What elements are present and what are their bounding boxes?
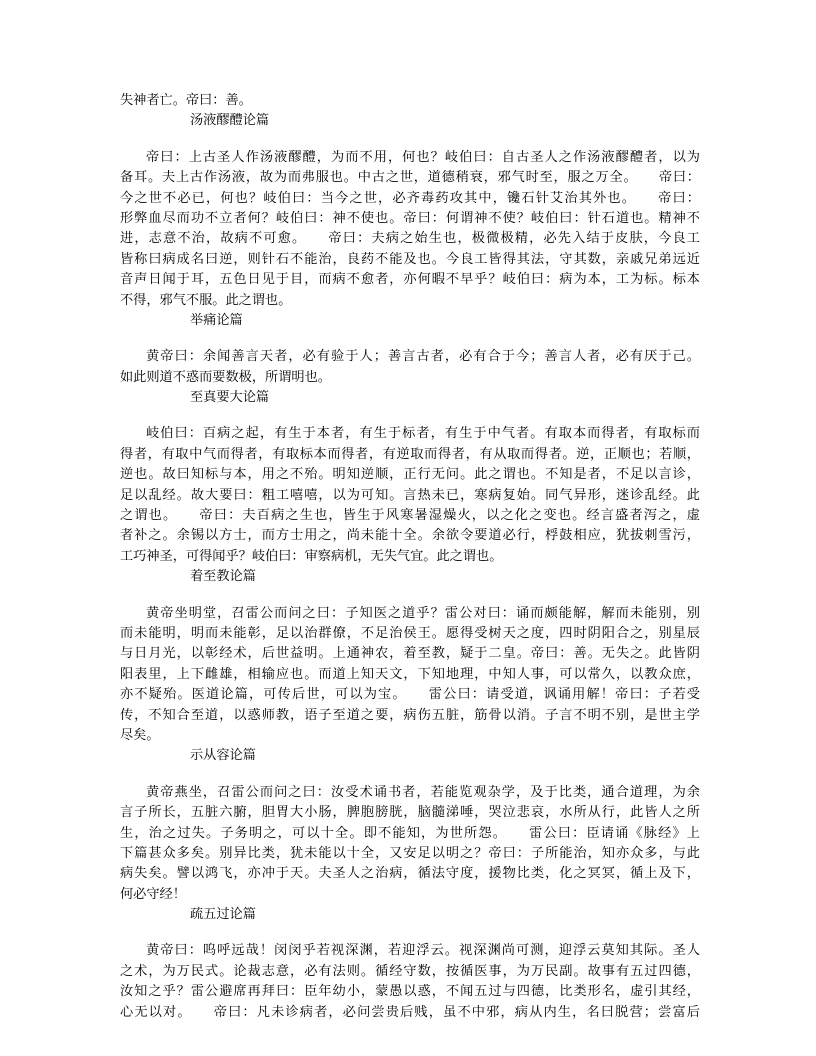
paragraph-line: 言子所长，五脏六腑，胆胃大小肠，脾胞膀胱，脑髓涕唾，哭泣悲哀，水所从行，此皆人之所 bbox=[120, 805, 700, 821]
section-title: 至真要大论篇 bbox=[190, 390, 270, 406]
paragraph-line: 进，志意不治，故病不可愈。 帝曰：夫病之始生也，极微极精，必先入结于皮肤，今良工 bbox=[120, 231, 700, 247]
paragraph-line: 汝知之乎？雷公避席再拜曰：臣年幼小，蒙愚以惑，不闻五过与四德，比类形名，虚引其经， bbox=[120, 984, 700, 1000]
paragraph-line: 如此则道不惑而要数极，所谓明也。 bbox=[120, 369, 331, 385]
section-title: 示从容论篇 bbox=[190, 748, 256, 764]
paragraph-line: 黄帝燕坐，召雷公而问之曰：汝受术诵书者，若能览观杂学，及于比类，通合道理，为余 bbox=[146, 784, 700, 800]
paragraph-line: 黄帝坐明堂，召雷公而问之曰：子知医之道乎？雷公对曰：诵而颇能解，解而未能别，别 bbox=[146, 605, 700, 621]
section-title: 举痛论篇 bbox=[190, 312, 243, 328]
paragraph-line: 生，治之过失。子务明之，可以十全。即不能知，为世所怨。 雷公曰：臣请诵《脉经》上 bbox=[120, 825, 700, 841]
section-title: 疏五过论篇 bbox=[190, 907, 256, 923]
paragraph-line: 音声日闻于耳，五色日见于目，而病不愈者，亦何暇不早乎？岐伯曰：病为本，工为标。标本 bbox=[120, 272, 700, 288]
section-title: 着至教论篇 bbox=[190, 569, 256, 585]
paragraph-line: 何必守经！ bbox=[120, 886, 186, 902]
paragraph-line: 备耳。夫上古作汤液，故为而弗服也。中古之世，道德稍衰，邪气时至，服之万全。 帝曰： bbox=[120, 170, 700, 186]
paragraph-line: 得者，有取中气而得者，有取标本而得者，有逆取而得者，有从取而得者。逆，正顺也；若顺， bbox=[120, 446, 700, 462]
paragraph-line: 不得，邪气不服。此之谓也。 bbox=[120, 292, 292, 308]
paragraph-line: 工巧神圣，可得闻乎？岐伯曰：审察病机，无失气宜。此之谓也。 bbox=[120, 548, 503, 564]
paragraph-line: 之谓也。 帝曰：夫百病之生也，皆生于风寒暑湿燥火，以之化之变也。经言盛者泻之，虚 bbox=[120, 508, 700, 524]
intro-line: 失神者亡。帝曰：善。 bbox=[120, 93, 252, 108]
section-title: 汤液醪醴论篇 bbox=[190, 113, 270, 129]
paragraph-line: 皆称曰病成名曰逆，则针石不能治，良药不能及也。今良工皆得其法，守其数，亲戚兄弟远近 bbox=[120, 251, 700, 267]
paragraph-line: 亦不疑殆。医道论篇，可传后世，可以为宝。 雷公曰：请受道，讽诵用解！帝曰：子若受 bbox=[120, 687, 700, 703]
paragraph-line: 足以乱经。故大要曰：粗工嘻嘻，以为可知。言热未已，寒病复始。同气异形，迷诊乱经。此 bbox=[120, 487, 700, 503]
paragraph-line: 尽矣。 bbox=[120, 727, 160, 743]
paragraph-line: 者补之。余锡以方士，而方士用之，尚未能十全。余欲令要道必行，桴鼓相应，犹拔刺雪污， bbox=[120, 528, 700, 544]
document-body bbox=[120, 91, 700, 1023]
paragraph-line: 形弊血尽而功不立者何？岐伯曰：神不使也。帝曰：何谓神不使？岐伯曰：针石道也。精神不 bbox=[120, 210, 700, 226]
paragraph-line: 与日月光，以彰经术，后世益明。上通神农，着至教，疑于二皇。帝曰：善。无失之。此皆阴 bbox=[120, 646, 700, 662]
paragraph-line: 黄帝曰：余闻善言天者，必有验于人；善言古者，必有合于今；善言人者，必有厌于己。 bbox=[146, 349, 700, 365]
paragraph-line: 黄帝曰：呜呼远哉！闵闵乎若视深渊，若迎浮云。视深渊尚可测，迎浮云莫知其际。圣人 bbox=[146, 943, 700, 959]
paragraph-line: 病失矣。譬以鸿飞，亦冲于天。夫圣人之治病，循法守度，援物比类，化之冥冥，循上及下， bbox=[120, 866, 700, 882]
paragraph-line: 岐伯曰：百病之起，有生于本者，有生于标者，有生于中气者。有取本而得者，有取标而 bbox=[146, 426, 700, 442]
paragraph-line: 今之世不必已，何也？岐伯曰：当今之世，必齐毒药攻其中，镵石针艾治其外也。 帝曰： bbox=[120, 190, 700, 206]
paragraph-line: 传，不知合至道，以惑师教，语子至道之要，病伤五脏，筋骨以消。子言不明不别，是世主学 bbox=[120, 707, 700, 723]
paragraph-line: 之术，为万民式。论裁志意，必有法则。循经守数，按循医事，为万民副。故事有五过四德， bbox=[120, 963, 700, 979]
paragraph-line: 心无以对。 帝曰：凡未诊病者，必问尝贵后贱，虽不中邪，病从内生，名曰脱营；尝富后 bbox=[120, 1004, 700, 1020]
paragraph-line: 而未能明，明而未能彰，足以治群僚，不足治侯王。愿得受树天之度，四时阴阳合之，别星辰 bbox=[120, 625, 700, 641]
paragraph-line: 阳表里，上下雌雄，相输应也。而道上知天文，下知地理，中知人事，可以常久，以教众庶， bbox=[120, 666, 700, 682]
paragraph-line: 逆也。故曰知标与本，用之不殆。明知逆顺，正行无问。此之谓也。不知是者，不足以言诊， bbox=[120, 467, 700, 483]
paragraph-line: 下篇甚众多矣。别异比类，犹未能以十全，又安足以明之？帝曰：子所能治，知亦众多，与此 bbox=[120, 845, 700, 861]
paragraph-line: 帝曰：上古圣人作汤液醪醴，为而不用，何也？岐伯曰：自古圣人之作汤液醪醴者，以为 bbox=[146, 149, 700, 165]
